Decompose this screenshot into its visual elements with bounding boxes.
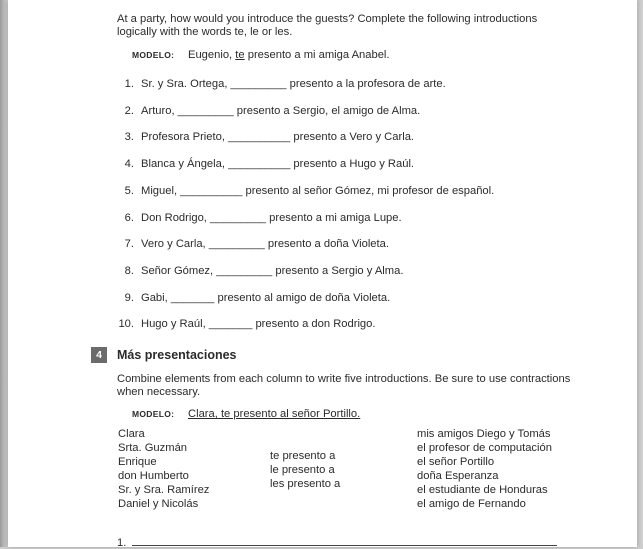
item-text: Blanca y Ángela, __________ presento a Hugo y Raúl. [141, 158, 415, 171]
verb-entry: te presento a [270, 450, 336, 462]
people-column [417, 427, 552, 511]
person-entry: el amigo de Fernando [417, 498, 526, 510]
section-heading [91, 347, 237, 363]
modelo-before: Eugenio, [188, 49, 236, 61]
exercise-item [117, 131, 414, 143]
exercise-item [117, 212, 402, 224]
modelo-answer: te [235, 49, 245, 61]
item-number: 1. [124, 78, 134, 90]
item-text: Gabi, _______ presento al amigo de doña Violeta. [141, 291, 391, 304]
answer-number: 1. [117, 537, 127, 549]
section-title: Más presentaciones [117, 348, 237, 362]
exercise-item [117, 158, 414, 170]
item-text: Profesora Prieto, __________ presento a Vero y Carla. [141, 131, 415, 144]
exercise-item [117, 318, 375, 330]
intro-text: At a party, how would you introduce the guests? Complete the following introductions logically with the words te, le or les. [117, 13, 538, 38]
item-text: Señor Gómez, _________ presento a Sergio y Alma. [141, 264, 404, 277]
name-entry: Sr. y Sra. Ramírez [118, 484, 210, 496]
item-number: 4. [124, 158, 134, 171]
exercise-item [117, 78, 446, 90]
item-number: 3. [124, 131, 134, 144]
modelo-sentence-2: Clara, te presento al señor Portillo. [188, 408, 361, 420]
exercise-item [117, 105, 420, 117]
page-edge-shadow [0, 0, 8, 547]
exercise-instructions [117, 13, 577, 39]
item-number: 2. [124, 104, 134, 117]
item-text: Sr. y Sra. Ortega, _________ presento a la profesora de arte. [141, 78, 446, 90]
names-column [118, 427, 209, 511]
item-text: Don Rodrigo, _________ presento a mi amiga Lupe. [141, 211, 402, 224]
verb-entry: le presento a [270, 464, 335, 476]
exercise-item [117, 185, 494, 197]
verb-entry: les presento a [270, 478, 341, 490]
person-entry: mis amigos Diego y Tomás [417, 428, 551, 440]
answer-blank[interactable] [132, 535, 557, 546]
person-entry: el profesor de computación [417, 442, 552, 454]
name-entry: don Humberto [118, 470, 189, 482]
name-entry: Clara [118, 428, 145, 440]
verbs-column [270, 449, 340, 491]
exercise-item [117, 292, 390, 304]
modelo-example-2 [132, 408, 360, 420]
section-instructions-text: Combine elements from each column to write five introductions. Be sure to use contractions when necessary. [117, 373, 571, 398]
modelo-label-2: MODELO: [132, 409, 175, 419]
item-number: 10. [118, 318, 134, 331]
name-entry: Daniel y Nicolás [118, 498, 199, 510]
item-text: Vero y Carla, _________ presento a doña Violeta. [141, 238, 389, 251]
item-number: 9. [124, 291, 134, 304]
name-entry: Enrique [118, 456, 157, 468]
item-text: Miguel, __________ presento al señor Gómez, mi profesor de español. [141, 184, 495, 197]
person-entry: el estudiante de Honduras [417, 484, 548, 496]
exercise-item [117, 238, 389, 250]
item-text: Arturo, _________ presento a Sergio, el amigo de Alma. [141, 104, 421, 117]
item-number: 7. [124, 238, 134, 251]
modelo-example [132, 49, 390, 61]
item-text: Hugo y Raúl, _______ presento a don Rodrigo. [141, 318, 376, 331]
person-entry: doña Esperanza [417, 470, 499, 482]
section-number: 4 [91, 347, 107, 363]
item-number: 6. [124, 211, 134, 224]
item-number: 8. [124, 264, 134, 277]
section-instructions [117, 373, 577, 399]
exercise-item [117, 265, 403, 277]
modelo-after: presento a mi amiga Anabel. [244, 49, 390, 61]
person-entry: el señor Portillo [417, 456, 495, 468]
item-number: 5. [124, 184, 134, 197]
name-entry: Srta. Guzmán [118, 442, 188, 454]
modelo-label: MODELO: [132, 50, 175, 60]
